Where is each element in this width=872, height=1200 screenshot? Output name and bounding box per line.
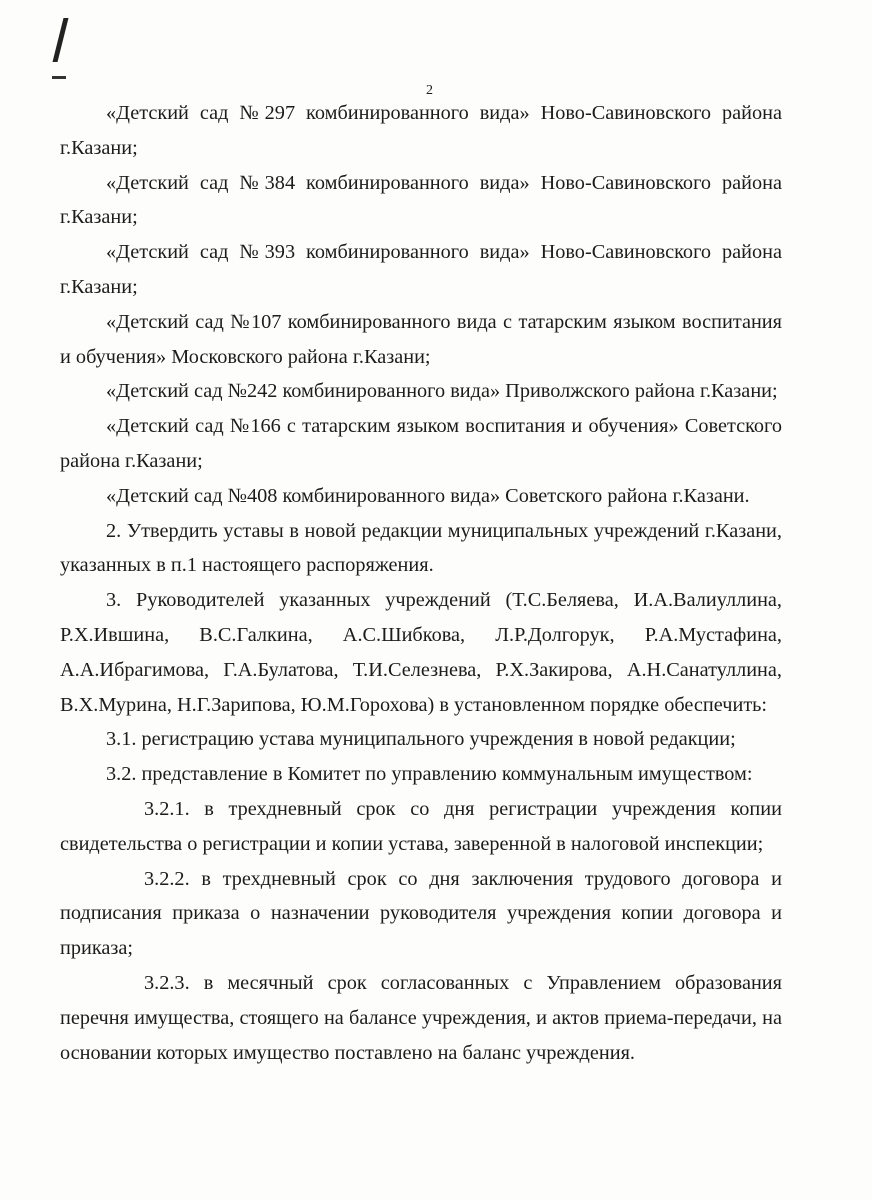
paragraph-kindergarten-408: «Детский сад №408 комбинированного вида» Советского района г.Казани. xyxy=(106,484,750,507)
paragraph-item-3-2-3: 3.2.3. в месячный срок согласованных с Управлением образования перечня имущества, стоящего на балансе учреждения, и актов приема-передачи, на основании которых имущество поставлено на баланс учреждения. xyxy=(60,971,782,1064)
scan-artifact-dash xyxy=(52,76,66,79)
paragraph-kindergarten-166: «Детский сад №166 с татарским языком воспитания и обучения» Советского района г.Казани; xyxy=(60,415,782,472)
document-body xyxy=(60,96,782,1070)
paragraph-item-3-2-1: 3.2.1. в трехдневный срок со дня регистрации учреждения копии свидетельства о регистрации и копии устава, заверенной в налоговой инспекции; xyxy=(60,797,782,855)
paragraph-item-3: 3. Руководителей указанных учреждений (Т.С.Беляева, И.А.Валиуллина, Р.Х.Ившина, В.С.Галкина, А.С.Шибкова, Л.Р.Долгорук, Р.А.Мустафина, А.А.Ибрагимова, Г.А.Булатова, Т.И.Селезнева, Р.Х.Закирова, А.Н.Санатуллина, В.Х.Мурина, Н.Г.Зарипова, Ю.М.Горохова) в установленном порядке обеспечить: xyxy=(60,589,782,716)
page-number: 2 xyxy=(426,83,433,98)
scan-artifact-mark xyxy=(53,18,69,62)
paragraph-kindergarten-242: «Детский сад №242 комбинированного вида» Приволжского района г.Казани; xyxy=(106,380,778,403)
paragraph-item-2: 2. Утвердить уставы в новой редакции муниципальных учреждений г.Казани, указанных в п.1 настоящего распоряжения. xyxy=(60,519,782,577)
paragraph-kindergarten-297: «Детский сад №297 комбинированного вида» Ново-Савиновского района г.Казани; xyxy=(60,102,782,159)
paragraph-item-3-1: 3.1. регистрацию устава муниципального учреждения в новой редакции; xyxy=(106,728,736,751)
paragraph-item-3-2: 3.2. представление в Комитет по управлению коммунальным имуществом: xyxy=(106,763,753,786)
paragraph-kindergarten-384: «Детский сад №384 комбинированного вида» Ново-Савиновского района г.Казани; xyxy=(60,171,782,229)
paragraph-item-3-2-2: 3.2.2. в трехдневный срок со дня заключения трудового договора и подписания приказа о назначении руководителя учреждения копии договора и приказа; xyxy=(60,867,782,960)
paragraph-kindergarten-107: «Детский сад №107 комбинированного вида с татарским языком воспитания и обучения» Московского района г.Казани; xyxy=(60,310,782,368)
paragraph-kindergarten-393: «Детский сад №393 комбинированного вида» Ново-Савиновского района г.Казани; xyxy=(60,241,782,298)
